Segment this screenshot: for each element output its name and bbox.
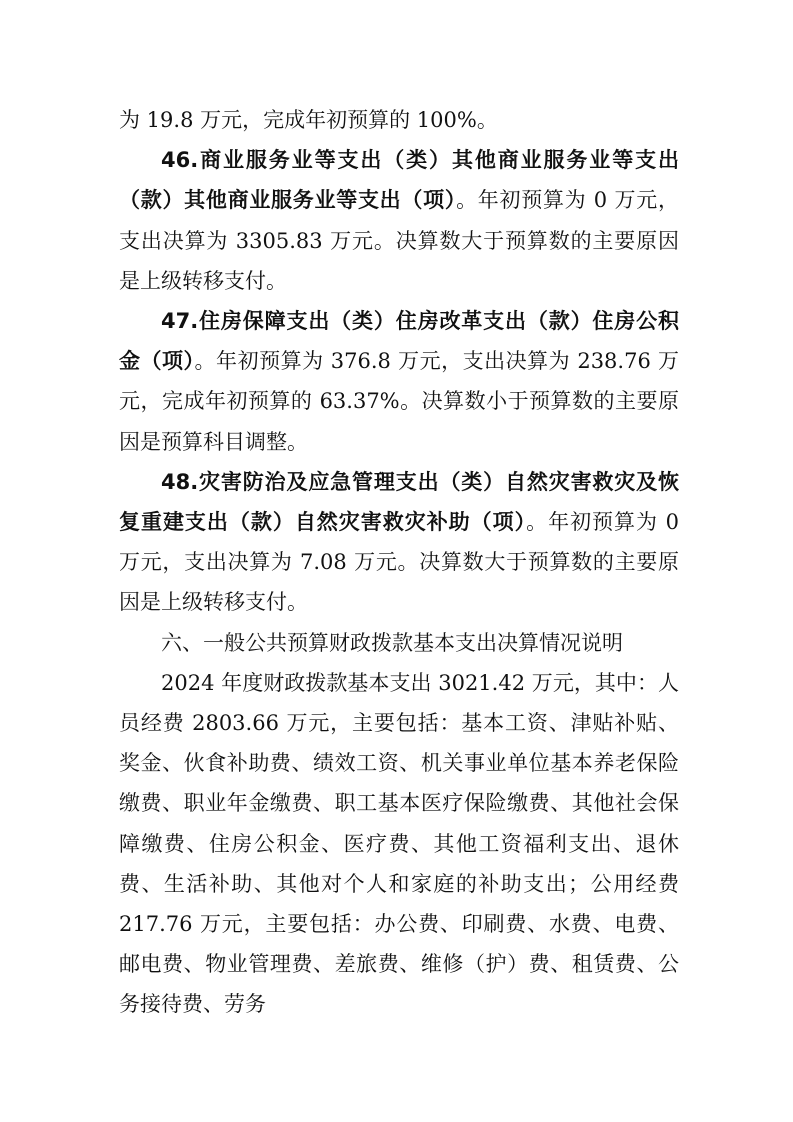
item-48-heading: 48.灾害防治及应急管理支出（类）自然灾害救灾及恢复重建支出（款）自然灾害救灾补助（项） [119, 469, 679, 535]
item-46-body: 。年初预算为 0 万元，支出决算为 3305.83 万元。决算数大于预算数的主要原因是上级转移支付。 [119, 188, 679, 293]
paragraph-continuation: 为 19.8 万元，完成年初预算的 100%。 [119, 108, 498, 132]
item-47-body: 。年初预算为 376.8 万元，支出决算为 238.76 万元，完成年初预算的 63.37%。决算数小于预算数的主要原因是预算科目调整。 [119, 349, 679, 454]
section-heading: 六、一般公共预算财政拨款基本支出决算情况说明 [161, 630, 623, 655]
paragraph-item-46 [119, 140, 679, 301]
paragraph-item-48 [119, 462, 679, 623]
document-page [119, 100, 679, 1025]
item-47-heading: 47.住房保障支出（类）住房改革支出（款）住房公积金（项） [119, 309, 679, 374]
item-46-heading: 46.商业服务业等支出（类）其他商业服务业等支出（款）其他商业服务业等支出（项） [119, 148, 679, 213]
item-48-body: 。年初预算为 0 万元，支出决算为 7.08 万元。决算数大于预算数的主要原因是上级转移支付。 [119, 510, 679, 615]
paragraph-item-47 [119, 301, 679, 462]
paragraph-basic-expenditure: 2024 年度财政拨款基本支出 3021.42 万元，其中：人员经费 2803.66 万元，主要包括：基本工资、津贴补贴、奖金、伙食补助费、绩效工资、机关事业单位基本养老保险缴费、职业年金缴费、职工基本医疗保险缴费、其他社会保障缴费、住房公积金、医疗费、其他工资福利支出、退休费、生活补助、其他对个人和家庭的补助支出；公用经费 217.76 万元，主要包括：办公费、印刷费、水费、电费、邮电费、物业管理费、差旅费、维修（护）费、租赁费、公务接待费、劳务 [119, 670, 679, 1017]
